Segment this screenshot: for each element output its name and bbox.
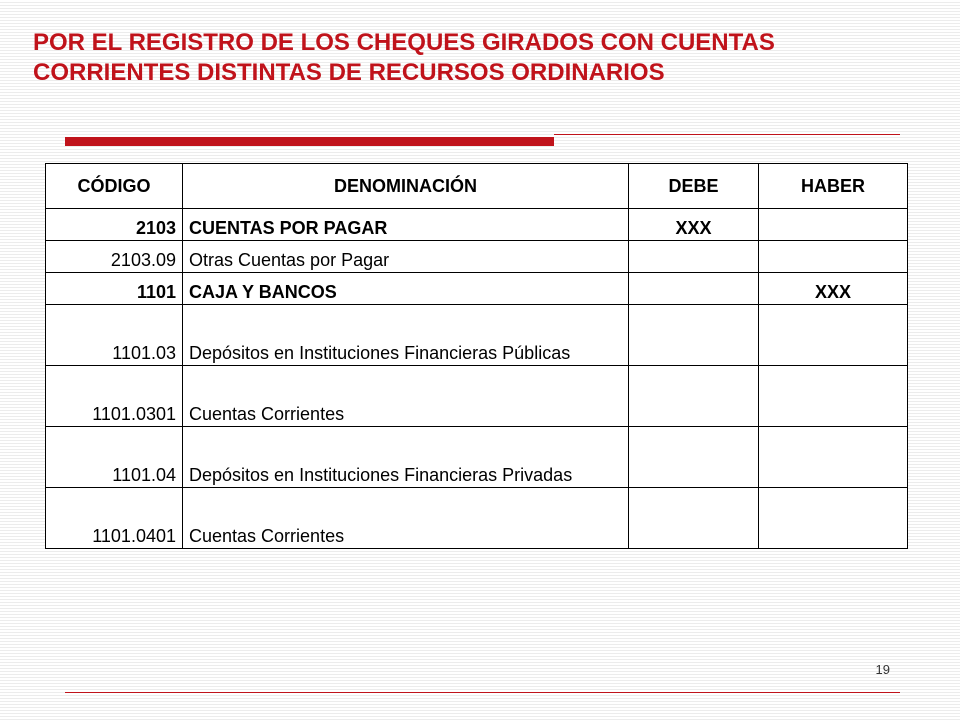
cell-debe [629, 273, 759, 305]
cell-codigo: 2103 [46, 209, 183, 241]
cell-haber [759, 488, 908, 549]
cell-haber [759, 427, 908, 488]
cell-debe: XXX [629, 209, 759, 241]
title-line-1: POR EL REGISTRO DE LOS CHEQUES GIRADOS CON CUENTAS [33, 29, 775, 56]
title-line-2: CORRIENTES DISTINTAS DE RECURSOS ORDINARIOS [33, 59, 665, 86]
title-underline-thin [554, 134, 900, 135]
table-row [46, 241, 908, 273]
table-row [46, 305, 908, 366]
cell-codigo: 1101.03 [46, 305, 183, 366]
header-codigo: CÓDIGO [46, 164, 183, 209]
cell-denominacion: Depósitos en Instituciones Financieras Privadas [183, 427, 629, 488]
cell-denominacion: CUENTAS POR PAGAR [183, 209, 629, 241]
cell-codigo: 1101.0301 [46, 366, 183, 427]
title-underline-thick [65, 137, 554, 146]
table-row [46, 273, 908, 305]
cell-codigo: 1101 [46, 273, 183, 305]
page-number: 19 [875, 662, 890, 677]
cell-denominacion: Cuentas Corrientes [183, 366, 629, 427]
cell-codigo: 1101.0401 [46, 488, 183, 549]
table-row [46, 488, 908, 549]
cell-debe [629, 427, 759, 488]
table-row [46, 427, 908, 488]
table-row [46, 366, 908, 427]
page-title [33, 28, 923, 88]
table-row [46, 209, 908, 241]
header-denominacion: DENOMINACIÓN [183, 164, 629, 209]
table-header-row [46, 164, 908, 209]
cell-debe [629, 488, 759, 549]
cell-debe [629, 366, 759, 427]
cell-codigo: 1101.04 [46, 427, 183, 488]
cell-haber [759, 366, 908, 427]
cell-denominacion: CAJA Y BANCOS [183, 273, 629, 305]
cell-haber [759, 305, 908, 366]
header-debe: DEBE [629, 164, 759, 209]
cell-denominacion: Otras Cuentas por Pagar [183, 241, 629, 273]
accounting-entry-table [45, 163, 908, 549]
cell-denominacion: Cuentas Corrientes [183, 488, 629, 549]
cell-haber [759, 209, 908, 241]
cell-denominacion: Depósitos en Instituciones Financieras Públicas [183, 305, 629, 366]
cell-debe [629, 305, 759, 366]
footer-rule [65, 692, 900, 693]
cell-codigo: 2103.09 [46, 241, 183, 273]
header-haber: HABER [759, 164, 908, 209]
cell-haber: XXX [759, 273, 908, 305]
cell-debe [629, 241, 759, 273]
cell-haber [759, 241, 908, 273]
